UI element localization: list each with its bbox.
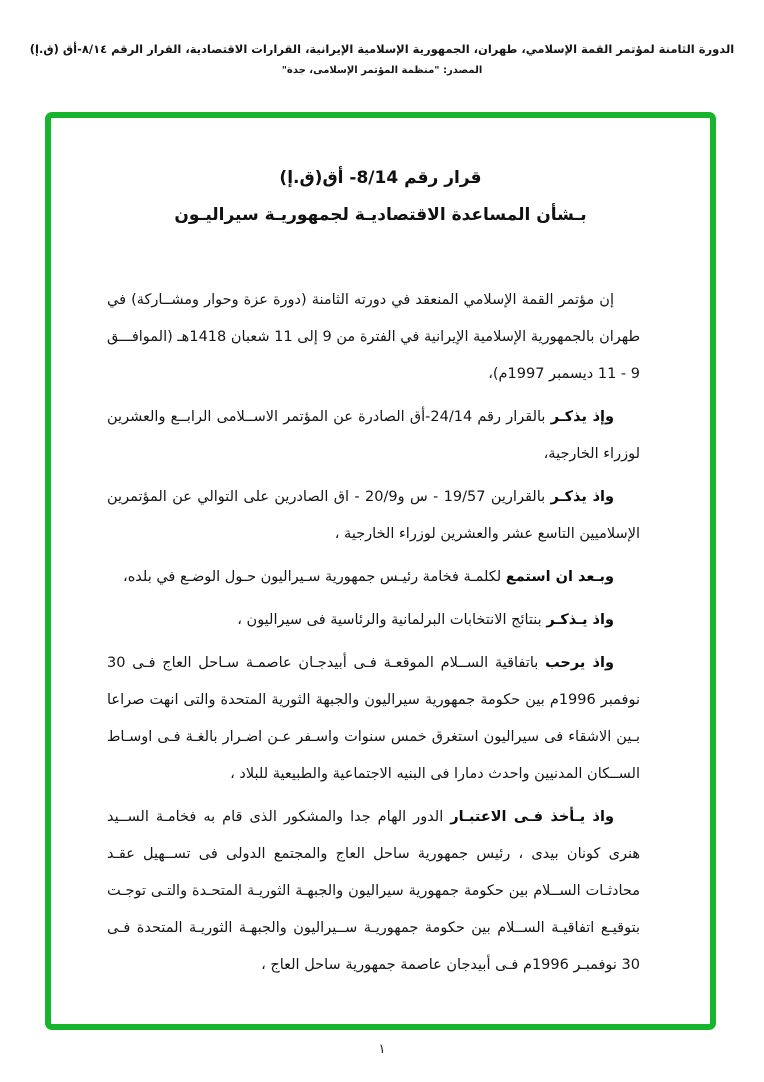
paragraph-having-listened <box>107 559 640 596</box>
paragraph-recalling-2 <box>107 479 640 553</box>
page-number: ١ <box>378 1042 386 1057</box>
header-source-line: المصدر: "منظمة المؤتمر الإسلامى، جدة" <box>281 65 483 76</box>
resolution-subject: بـشأن المساعدة الاقتصاديـة لجمهوريـة سيراليـون <box>174 205 587 225</box>
clause-text: بالقرارين 19/57 - س و20/9 - اق الصادرين على التوالي عن المؤتمرين الإسلاميين التاسع عشر والعشرين لوزراء الخارجية ، <box>107 489 640 542</box>
resolution-number: قرار رقم 8/14- أق(ق.إ) <box>279 168 482 188</box>
clause-text: بالقرار رقم 24/14-أق الصادرة عن المؤتمر الاســلامى الرابــع والعشرين لوزراء الخارجية، <box>107 409 640 462</box>
header-citation-line: الدورة الثامنة لمؤتمر القمة الإسلامي، طهران، الجمهورية الإسلامية الإيرانية، القرارات الاقتصادية، القرار الرقم ٨/١٤-أق (ق.إ) <box>29 42 735 56</box>
resolution-title <box>51 160 710 234</box>
paragraph-preamble <box>107 282 640 393</box>
clause-text: الدور الهام جدا والمشكور الذى قام به فخامـة الســيد هنرى كونان بيدى ، رئيس جمهورية ساحل العاج والمجتمع الدولى فى تســهيل عقـد محادثـات الســلام بين حكومة جمهورية سيراليون والجبهـة الثوريـة المتحـدة والتـى توجـت بتوقيـع اتفاقيـة الســلام بين حكومة جمهوريـة ســيراليون والجبهـة الثوريـة المتحدة فـى 30 نوفمبـر 1996م فـى أبيدجان عاصمة جمهورية ساحل العاج ، <box>107 809 640 973</box>
clause-lead: وإذ يذكـر <box>550 409 615 425</box>
clause-lead: وبـعد ان استمع <box>505 569 614 585</box>
clause-lead: واذ يرحب <box>545 655 614 671</box>
clause-lead: واذ يـأخذ فـى الاعتبـار <box>450 809 614 825</box>
clause-text: إن مؤتمر القمة الإسلامي المنعقد في دورته الثامنة (دورة عزة وحوار ومشــاركة) في طهران بالجمهورية الإسلامية الإيرانية في الفترة من 9 إلى 11 شعبان 1418هـ (الموافـــق 9 - 11 ديسمبر 1997م)، <box>107 292 640 382</box>
paragraph-recalling-1 <box>107 399 640 473</box>
document-header <box>0 42 764 76</box>
clause-lead: واذ يـذكـر <box>546 612 614 628</box>
paragraph-welcoming-peace-agreement <box>107 645 640 793</box>
clause-text: باتفاقية الســلام الموقعـة فـى أبيدجـان عاصمـة سـاحل العاج فـى 30 نوفمبر 1996م بين حكومة جمهورية سيراليون والجبهة الثورية المتحدة والتى انهت صراعا بـين الاشقاء فى سيراليون استغرق خمس سنوات واسـفر عـن اضـرار بالغـة فـى اوسـاط الســكان المدنيين واحدث دمارا فى البنيه الاجتماعية والطبيعية للبلاد ، <box>107 655 641 782</box>
clause-text: بنتائج الانتخابات البرلمانية والرئاسية فى سيراليون ، <box>237 612 547 628</box>
green-frame <box>45 112 716 1030</box>
document-body <box>51 282 710 984</box>
clause-lead: واذ يذكـر <box>550 489 615 505</box>
clause-text: لكلمـة فخامة رئيـس جمهورية سـيراليون حـول الوضـع في بلده، <box>123 569 506 585</box>
paragraph-recalling-elections <box>107 602 640 639</box>
paragraph-taking-into-account <box>107 799 640 984</box>
